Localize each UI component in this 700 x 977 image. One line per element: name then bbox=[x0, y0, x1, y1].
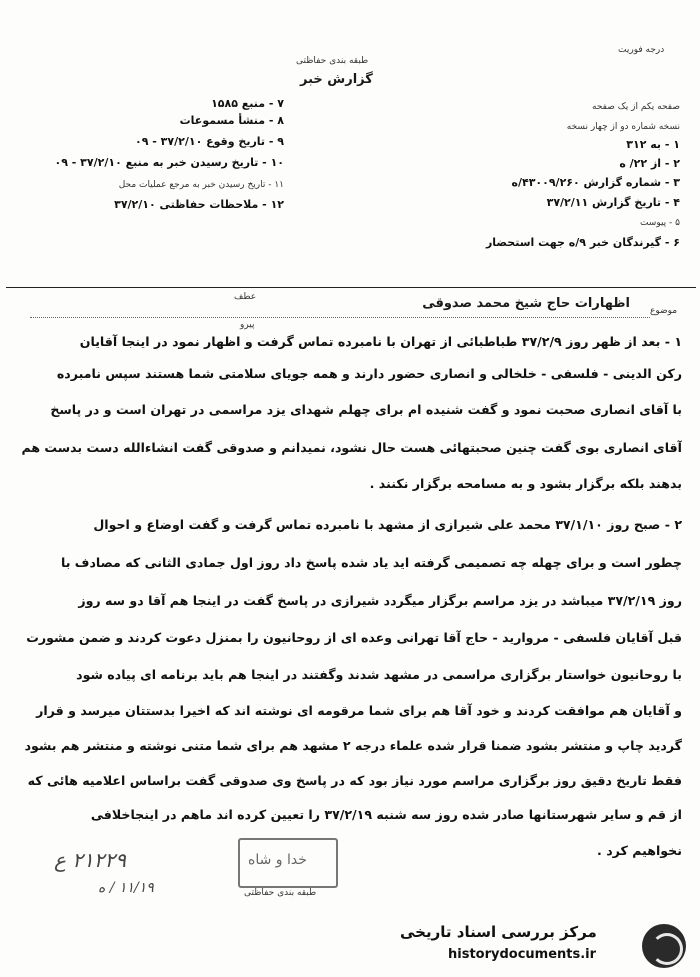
body-line: روز ۳۷/۲/۱۹ میباشد در یزد مراسم برگزار میگردد شیرازی در پاسخ گفت در اینجا هم آقا دو سه روز bbox=[78, 593, 682, 608]
field-source: ۷ - منبع ۱۵۸۵ bbox=[211, 97, 284, 110]
field-to: ۱ - به ۳۱۲ bbox=[626, 138, 680, 151]
classification-label-top: طبقه بندی حفاظتی bbox=[296, 56, 369, 66]
body-line: گردید چاپ و منتشر بشود ضمنا قرار شده علماء درجه ۲ مشهد هم برای شما متنی نوشته و منتشر هم بشود bbox=[24, 738, 682, 753]
body-line: رکن الدینی - فلسفی - خلخالی و انصاری حضور دارند و همه جویای سلامتی شما هستند سپس نامبرده bbox=[56, 366, 682, 381]
field-report-number: ۳ - شماره گزارش ۴۳۰۰۹/۲۶۰/ه bbox=[511, 176, 680, 189]
body-line: با آقای انصاری صحبت نمود و گفت شنیده ام برای چهلم شهدای یزد مراسمی در تهران است و در پاسخ bbox=[50, 402, 682, 417]
subject-text: اظهارات حاج شیخ محمد صدوقی bbox=[422, 296, 630, 311]
body-line: ۱ - بعد از ظهر روز ۳۷/۲/۹ طباطبائی از تهران با نامبرده تماس گرفت و اظهار نمود در اینجا آقایان bbox=[79, 334, 682, 349]
header-divider bbox=[6, 287, 696, 288]
field-event-date: ۹ - تاریخ وقوع ۳۷/۲/۱۰ - ۰۹ bbox=[135, 135, 284, 148]
field-page: صفحه یکم از یک صفحه bbox=[592, 102, 680, 112]
priority-label: درجه فوریت bbox=[618, 45, 665, 55]
action-sub-label: پیرو bbox=[240, 320, 255, 330]
subject-label: موضوع bbox=[650, 306, 678, 316]
report-title: گزارش خبر bbox=[300, 72, 373, 87]
body-line: بدهند بلکه برگزار بشود و به مسامحه برگزار نکنند . bbox=[369, 476, 682, 491]
watermark-title: مرکز بررسی اسناد تاریخی bbox=[400, 923, 597, 941]
stamp-text: خدا و شاه bbox=[248, 852, 307, 868]
field-copy: نسخه شماره دو از چهار نسخه bbox=[566, 122, 680, 132]
handwritten-date: ۱۱/۱۹ / ه bbox=[98, 880, 154, 896]
handwritten-number: ۲۱۲۲۹ ع bbox=[54, 848, 127, 872]
body-line: با روحانیون خواستار برگزاری مراسمی در مشهد شدند وگفتند در اینجا هم باید برنامه ای پیاده شود bbox=[76, 667, 682, 682]
field-report-date: ۴ - تاریخ گزارش ۳۷/۲/۱۱ bbox=[546, 196, 680, 209]
body-line: ۲ - صبح روز ۳۷/۱/۱۰ محمد علی شیرازی از مشهد با نامبرده تماس گرفت و گفت اوضاع و احوال bbox=[93, 517, 682, 532]
subject-underline bbox=[30, 317, 650, 318]
field-origin: ۸ - منشأ مسموعات bbox=[179, 114, 284, 127]
watermark-url: historydocuments.ir bbox=[448, 947, 597, 962]
field-received-source: ۱۰ - تاریخ رسیدن خبر به منبع ۳۷/۲/۱۰ - ۰۹ bbox=[54, 156, 284, 169]
field-from: ۲ - از ۲۲/ ه bbox=[619, 157, 680, 170]
field-recipients: ۶ - گیرندگان خبر ۹/ه جهت استحضار bbox=[485, 236, 680, 249]
field-attachment: ۵ - پیوست bbox=[639, 218, 680, 228]
field-received-ops: ۱۱ - تاریخ رسیدن خبر به مرجع عملیات محل bbox=[118, 180, 284, 190]
body-line: چطور است و برای چهله چه تصمیمی گرفته اید یاد شده پاسخ داد روز اول جمادی الثانی که مصادف با bbox=[60, 555, 682, 570]
body-line: قبل آقایان فلسفی - مروارید - حاج آقا تهرانی وعده ای از روحانیون را بمنزل دعوت کردند و ضمن مشورت bbox=[26, 630, 682, 645]
body-line: فقط تاریخ دقیق روز برگزاری مراسم مورد نیاز بود که در پاسخ وی صدوقی گفت براساس اعلامیه هائی که bbox=[27, 773, 682, 788]
body-line: و آقایان هم موافقت کردند و خود آقا هم برای شما مرقومه ای نوشته اند که اخیرا بدستتان میرسد و قرار bbox=[36, 703, 682, 718]
field-security-notes: ۱۲ - ملاحظات حفاظتی ۳۷/۲/۱۰ bbox=[114, 198, 284, 211]
body-line: آقای انصاری بوی گفت چنین صحبتهائی هست حال نشود، نمیدانم و صدوقی گفت انشاءالله دست بدست هم bbox=[21, 440, 682, 455]
body-line: از قم و سایر شهرستانها صادر شده روز سه شنبه ۳۷/۲/۱۹ را تعیین کرده اند ماهم در اینجاخلافی bbox=[90, 807, 682, 822]
approval-stamp bbox=[238, 838, 338, 888]
archive-logo-icon bbox=[642, 924, 686, 968]
classification-label-bottom: طبقه بندی حفاظتی bbox=[244, 888, 317, 898]
body-line: نخواهیم کرد . bbox=[597, 843, 682, 858]
action-label: عطف bbox=[234, 292, 257, 302]
